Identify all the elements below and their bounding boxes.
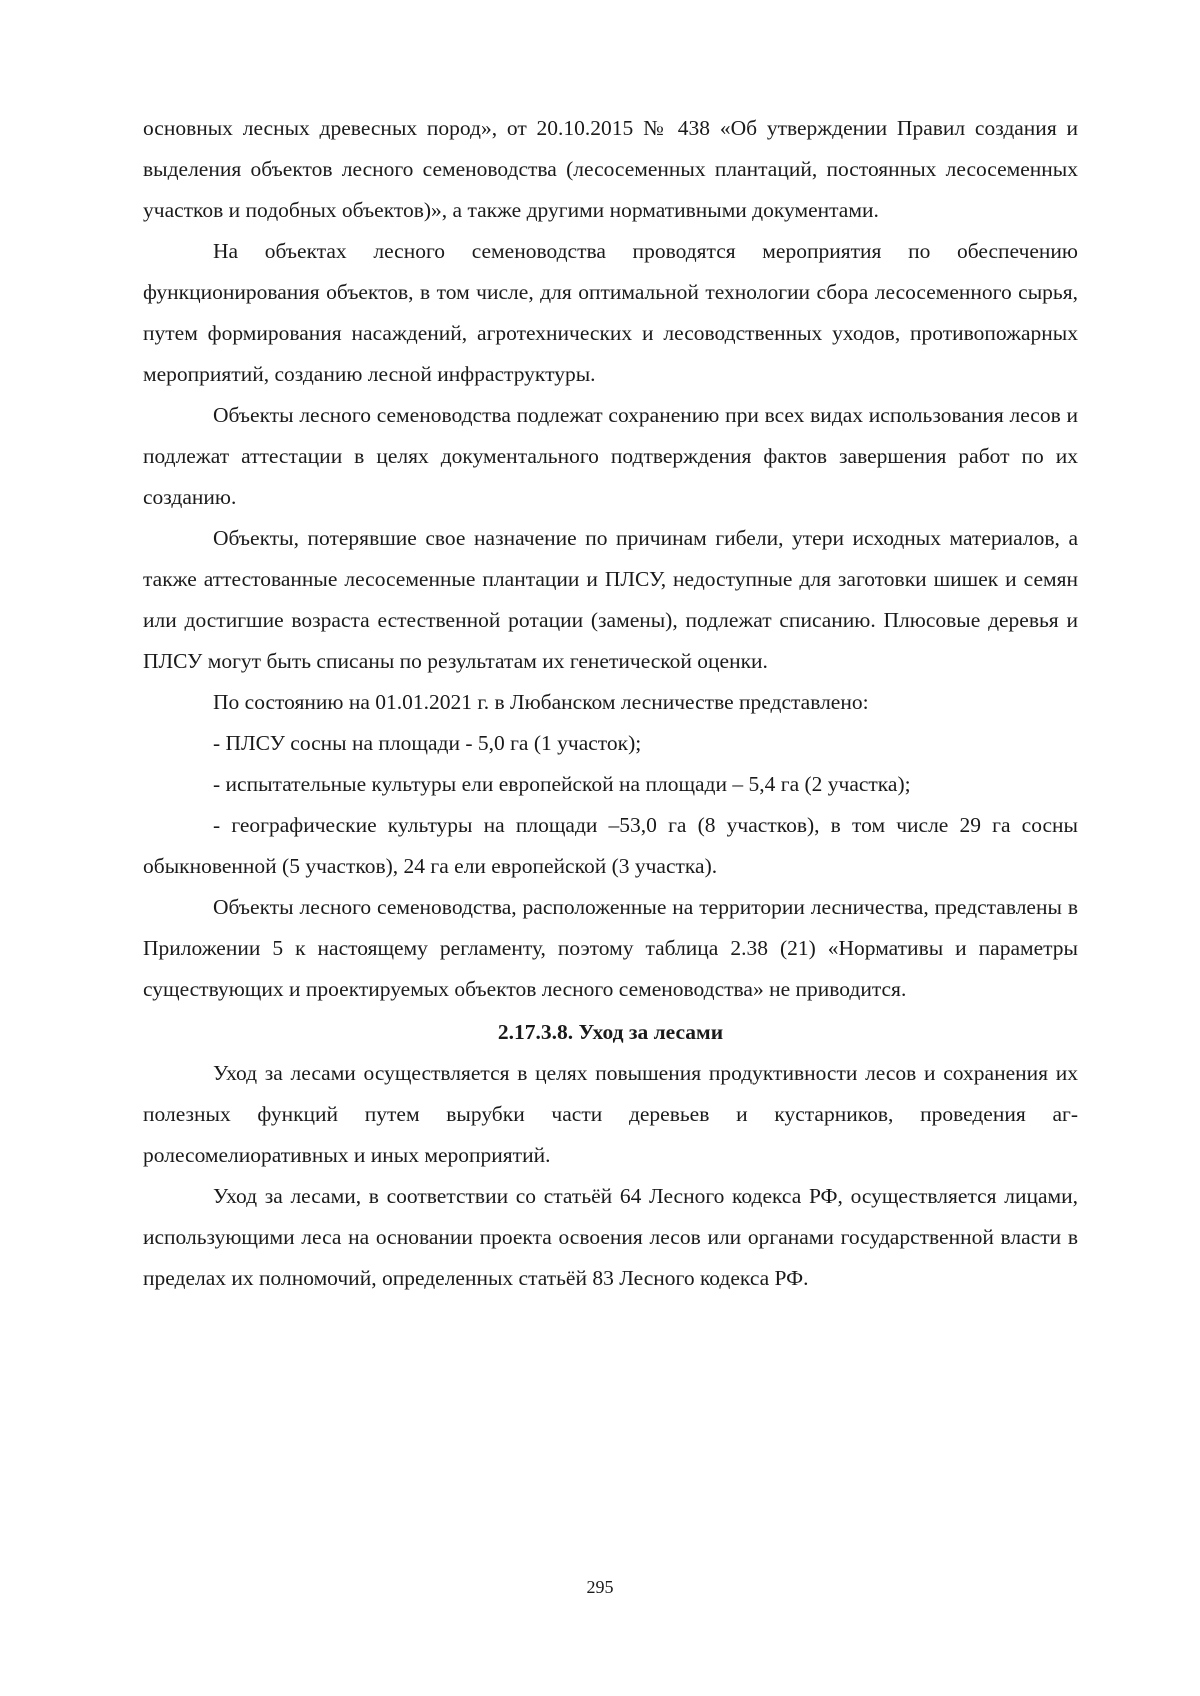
list-item-geographic-cultures: - географические культуры на площади –53,0 га (8 участков), в том числе 29 га сосны обыкновенной (5 участков), 24 га ели европейской (3 участка).: [143, 813, 1078, 878]
paragraph-forest-care-goal: Уход за лесами осуществляется в целях повышения продуктивности лесов и сохранения их полезных функций путем вырубки части деревьев и кустарников, проведения агролесомелиоративных и иных мероприятий.: [143, 1061, 1078, 1167]
page-body: [143, 108, 1078, 1299]
paragraph-forest-care-law: Уход за лесами, в соответствии со статьёй 64 Лесного кодекса РФ, осуществляется лицами, использующими леса на основании проекта освоения лесов или органами государственной власти в пределах их полномочий, определенных статьёй 83 Лесного кодекса РФ.: [143, 1184, 1078, 1290]
list-item-plsu-pine: - ПЛСУ сосны на площади - 5,0 га (1 участок);: [213, 731, 642, 755]
page-number: 295: [586, 1577, 614, 1597]
paragraph-status-intro: По состоянию на 01.01.2021 г. в Любанском лесничестве представлено:: [213, 690, 869, 714]
section-heading-forest-care: 2.17.3.8. Уход за лесами: [497, 1020, 724, 1044]
paragraph-seed-object-activities: На объектах лесного семеноводства проводятся мероприятия по обеспечению функционирования объектов, в том числе, для оптимальной технологии сбора лесосеменного сырья, путем формирования насаждений, агротехнических и лесоводственных уходов, противопожарных мероприятий, созданию лесной инфраструктуры.: [143, 239, 1078, 386]
list-item-test-cultures: - испытательные культуры ели европейской на площади – 5,4 га (2 участка);: [213, 772, 911, 796]
paragraph-appendix-reference: Объекты лесного семеноводства, расположенные на территории лесничества, представлены в Приложении 5 к настоящему регламенту, поэтому таблица 2.38 (21) «Нормативы и параметры существующих и проектируемых объектов лесного семеноводства» не приводится.: [143, 895, 1078, 1001]
paragraph-regulations-continuation: основных лесных древесных пород», от 20.10.2015 № 438 «Об утверждении Правил создания и выделения объектов лесного семеноводства (лесосеменных плантаций, постоянных лесосеменных участков и подобных объектов)», а также другими нормативными документами.: [143, 116, 1078, 222]
paragraph-seed-object-write-off: Объекты, потерявшие свое назначение по причинам гибели, утери исходных материалов, а также аттестованные лесосеменные плантации и ПЛСУ, недоступные для заготовки шишек и семян или достигшие возраста естественной ротации (замены), подлежат списанию. Плюсовые деревья и ПЛСУ могут быть списаны по результатам их генетической оценки.: [143, 526, 1078, 673]
paragraph-seed-object-preservation: Объекты лесного семеноводства подлежат сохранению при всех видах использования лесов и подлежат аттестации в целях документального подтверждения фактов завершения работ по их созданию.: [143, 403, 1078, 509]
